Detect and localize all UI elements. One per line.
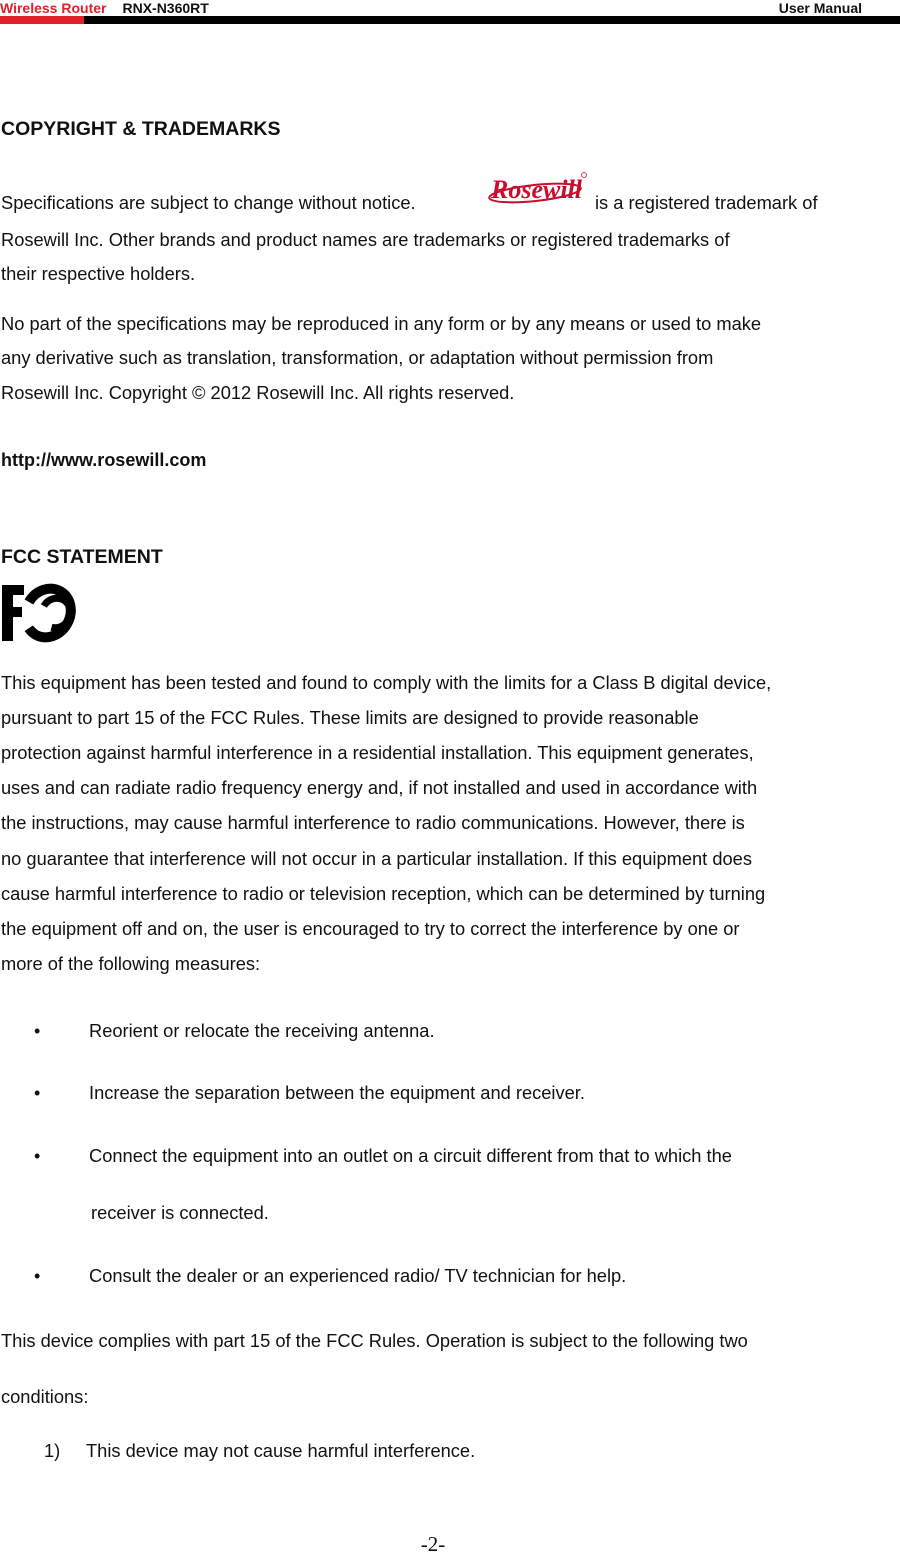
rosewill-logo-text: Rosewill: [491, 175, 583, 204]
bullet-icon: •: [34, 1083, 41, 1103]
rosewill-logo-icon: [485, 167, 589, 211]
fcc-body-line: uses and can radiate radio frequency energy and, if not installed and used in accordance with: [1, 777, 758, 798]
copyright-text-line: No part of the specifications may be reproduced in any form or by any means or used to make: [1, 313, 762, 334]
fcc-body-line: no guarantee that interference will not occur in a particular installation. If this equipment does: [1, 848, 752, 869]
condition-number: 1): [44, 1440, 61, 1461]
fcc-body-line: This equipment has been tested and found to comply with the limits for a Class B digital device,: [1, 672, 772, 693]
copyright-heading: COPYRIGHT & TRADEMARKS: [1, 118, 281, 140]
page-header: [0, 0, 900, 26]
compliance-text-line: This device complies with part 15 of the FCC Rules. Operation is subject to the following two: [1, 1330, 748, 1351]
website-link[interactable]: http://www.rosewill.com: [1, 450, 207, 470]
fcc-body-line: the equipment off and on, the user is encouraged to try to correct the interference by one or: [1, 918, 740, 939]
list-item: Reorient or relocate the receiving antenna.: [89, 1020, 435, 1041]
bullet-icon: •: [34, 1021, 41, 1041]
list-item: Consult the dealer or an experienced radio/ TV technician for help.: [89, 1265, 627, 1286]
copyright-text-line: their respective holders.: [1, 263, 196, 284]
list-item: Connect the equipment into an outlet on a circuit different from that to which the: [89, 1145, 732, 1166]
fcc-body-line: protection against harmful interference in a residential installation. This equipment generates,: [1, 742, 754, 763]
header-brand: Wireless Router: [0, 0, 107, 16]
page-number: -2-: [420, 1532, 446, 1556]
bullet-icon: •: [34, 1266, 41, 1286]
copyright-text-line: Specifications are subject to change without notice.: [1, 192, 416, 213]
header-left: [0, 0, 209, 16]
copyright-text-line: any derivative such as translation, transformation, or adaptation without permission from: [1, 347, 714, 368]
copyright-text-line: Rosewill Inc. Copyright © 2012 Rosewill Inc. All rights reserved.: [1, 382, 515, 403]
copyright-text-line: is a registered trademark of: [595, 192, 818, 213]
fcc-body-line: the instructions, may cause harmful interference to radio communications. However, there is: [1, 812, 745, 833]
list-item-continuation: receiver is connected.: [91, 1202, 269, 1223]
header-rule-accent: [0, 16, 84, 24]
header-rule: [0, 16, 900, 24]
copyright-text-line: Rosewill Inc. Other brands and product names are trademarks or registered trademarks of: [1, 229, 730, 250]
fcc-body-line: more of the following measures:: [1, 953, 261, 974]
compliance-text-line: conditions:: [1, 1386, 89, 1407]
fcc-body-line: pursuant to part 15 of the FCC Rules. These limits are designed to provide reasonable: [1, 707, 699, 728]
condition-text: This device may not cause harmful interference.: [86, 1440, 476, 1461]
header-model: RNX-N360RT: [122, 0, 209, 16]
bullet-icon: •: [34, 1146, 41, 1166]
fcc-body-line: cause harmful interference to radio or television reception, which can be determined by turning: [1, 883, 766, 904]
list-item: Increase the separation between the equipment and receiver.: [89, 1082, 585, 1103]
fcc-logo-icon: [0, 583, 86, 643]
fcc-heading: FCC STATEMENT: [1, 546, 163, 568]
header-doc-type: User Manual: [778, 0, 862, 16]
